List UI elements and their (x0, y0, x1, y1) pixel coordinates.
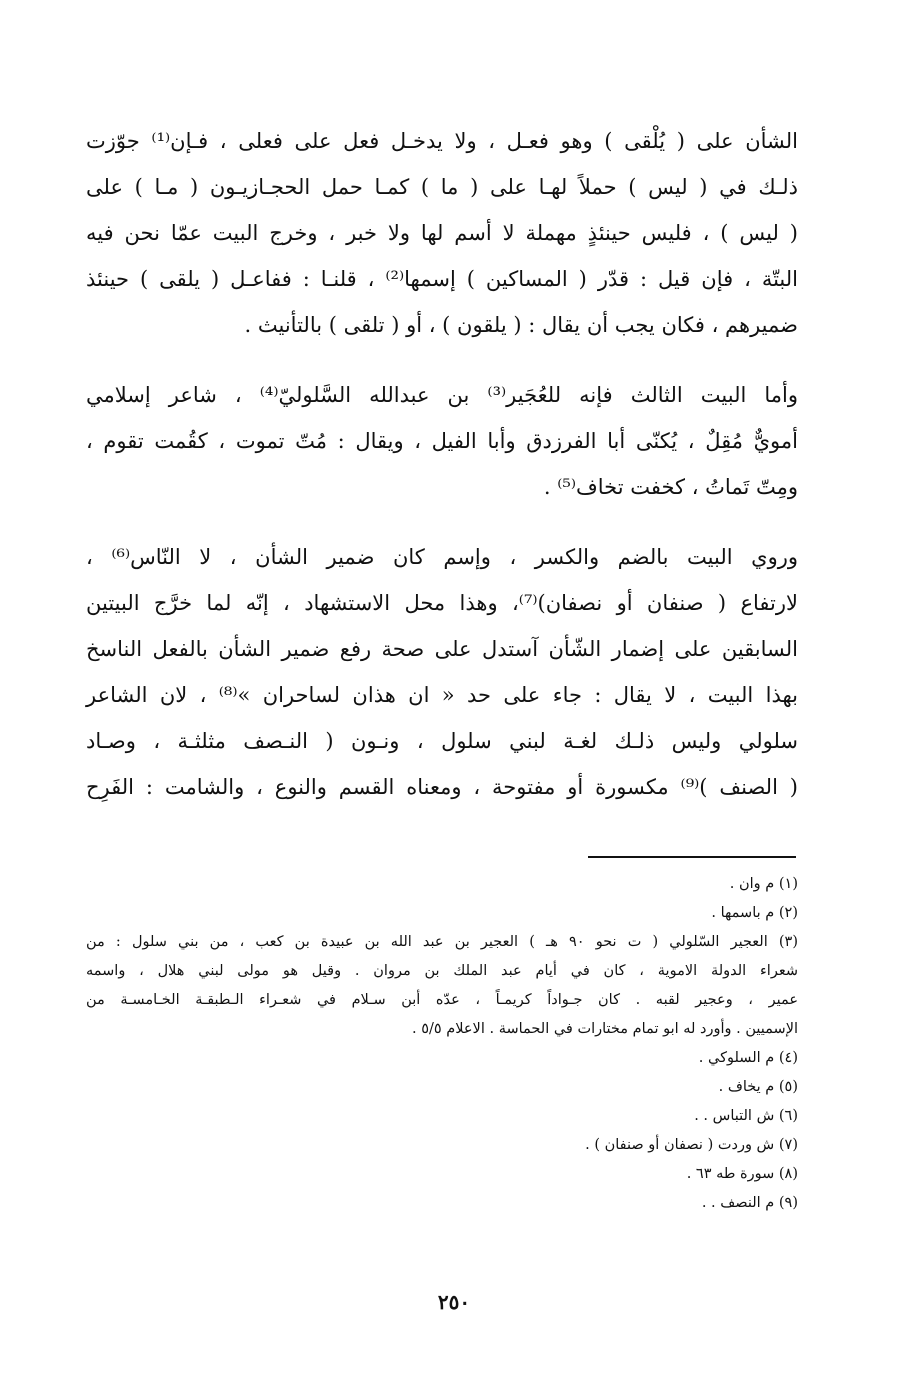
text-line: سلولي وليس ذلـك لغـة لبني سلول ، ونـون ( النـصف مثلثـة ، وصـاد (86, 729, 798, 753)
paragraph-3 (86, 534, 798, 810)
paragraph-2 (86, 372, 798, 510)
text-line: الشأن على ( يُلْقى ) وهو فعـل ، ولا يدخـل فعل على فعلى ، فـإن⁽¹⁾ جوّزت (86, 129, 798, 153)
text-line: ذلـك في ( ليس ) حملاً لهـا على ( ما ) كمـا حمل الحجـازيـون ( مـا ) على (86, 175, 798, 199)
text-line: ( الصنف )⁽⁹⁾ مكسورة أو مفتوحة ، ومعناه القسم والنوع ، والشامت : الفَرِح (86, 775, 798, 799)
footnotes (86, 870, 798, 1218)
footnote-8: (٨) سورة طه ٦٣ . (686, 1166, 798, 1182)
footnote-9: (٩) م النصف . . (701, 1195, 798, 1211)
footnote-line: (٣) العجير السّلولي ( ت نحو ٩٠ هـ ) العجير بن عبد الله بن عبيدة بن كعب ، من بني سلول : من (86, 934, 798, 950)
footnote-6: (٦) ش التباس . . (694, 1108, 798, 1124)
text-line: لارتفاع ( صنفان أو نصفان)⁽⁷⁾، وهذا محل الاستشهاد ، إنّه لما خرَّج البيتين (86, 591, 798, 615)
footnote-line: شعراء الدولة الاموية ، كان في أيام عبد الملك بن مروان . وقيل هو مولى لبني هلال ، واسمه (86, 963, 798, 979)
paragraph-gap (86, 510, 798, 534)
text-line: ( ليس ) ، فليس حينئذٍ مهملة لا أسم لها ولا خبر ، وخرج البيت عمّا نحن فيه (86, 221, 798, 245)
text-line: ضميرهم ، فكان يجب أن يقال : ( يلقون ) ، أو ( تلقى ) بالتأنيث . (244, 313, 798, 337)
text-line: البتّة ، فإن قيل : قدّر ( المساكين ) إسمها⁽²⁾ ، قلنـا : ففاعـل ( يلقى ) حينئذ (86, 267, 798, 291)
footnote-line: عمير ، وعجير لقبه . كان جـواداً كريمـاً ، عدّه أبن سـلام في شعـراء الـطبقـة الخـامسـة من (86, 992, 798, 1008)
text-line: ومِتّ تَماتُ ، كخفت تخاف⁽⁵⁾ . (543, 475, 798, 499)
footnote-1: (١) م وان . (729, 876, 798, 892)
main-text (86, 118, 798, 810)
footnote-2: (٢) م باسمها . (711, 905, 798, 921)
paragraph-1 (86, 118, 798, 348)
text-line: السابقين على إضمار الشّأن آستدل على صحة رفع ضمير الشأن بالفعل الناسخ (86, 637, 798, 661)
text-line: وروي البيت بالضم والكسر ، وإسم كان ضمير الشأن ، لا النّاس⁽⁶⁾ ، (86, 545, 798, 569)
text-line: وأما البيت الثالث فإنه للعُجَير⁽³⁾ بن عبدالله السَّلوليّ⁽⁴⁾ ، شاعر إسلامي (86, 383, 798, 407)
page-number: ٢٥٠ (437, 1290, 471, 1314)
footnote-3 (86, 928, 798, 1044)
footnote-7: (٧) ش وردت ( نصفان أو صنفان ) . (585, 1137, 798, 1153)
text-line: أمويٌّ مُقِلٌ ، يُكنّى أبا الفرزدق وأبا الفيل ، ويقال : مُتّ تموت ، كقُمت تقوم ، (86, 429, 798, 453)
paragraph-gap (86, 348, 798, 372)
footnote-separator (588, 856, 796, 858)
footnote-line: الإسميين . وأورد له ابو تمام مختارات في الحماسة . الاعلام ٥/٥ . (411, 1021, 798, 1037)
footnote-5: (٥) م يخاف . (718, 1079, 798, 1095)
footnote-4: (٤) م السلوكي . (698, 1050, 798, 1066)
text-line: بهذا البيت ، لا يقال : جاء على حد « ان هذان لساحران »⁽⁸⁾ ، لان الشاعر (86, 683, 798, 707)
